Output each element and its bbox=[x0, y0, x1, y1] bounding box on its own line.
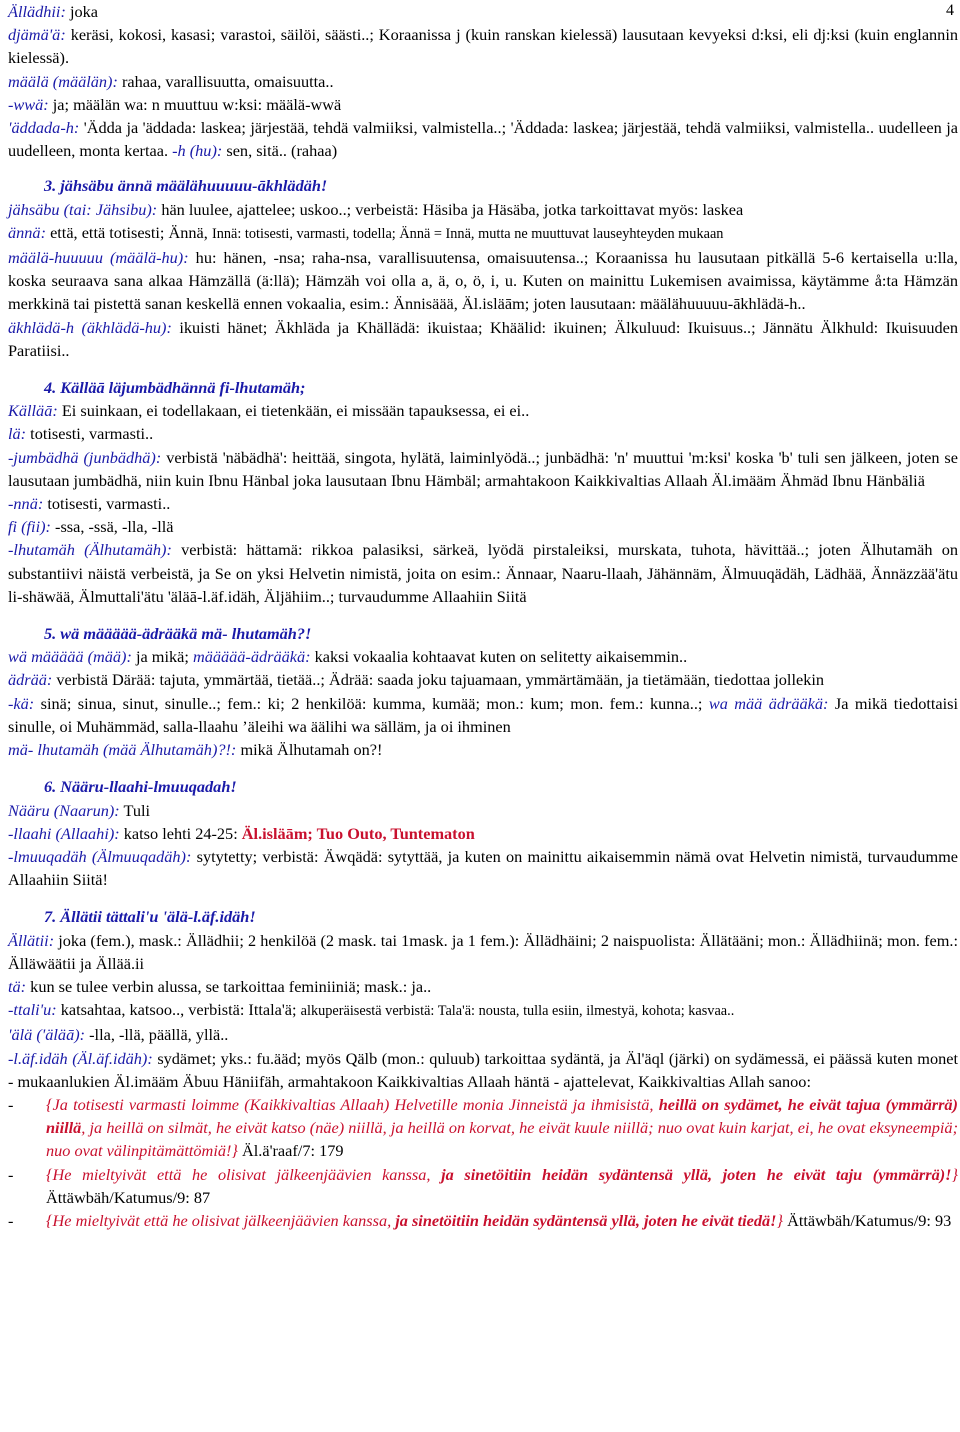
gloss-line: tä: kun se tulee verbin alussa, se tarkoittaa feminiiniä; mask.: ja.. bbox=[8, 976, 432, 996]
gloss-line: -lmuuqadäh (Älmuuqadäh): sytytetty; verbistä: Äwqädä: sytyttää, ja kuten on mainittu aikaisemmin nämä ovat Helvetin nimistä, turvaudumme Allaahiin Siitä! bbox=[8, 846, 959, 890]
quote-item: - {Ja totisesti varmasti loimme (Kaikkivaltias Allaah) Helvetille monia Jinneistä ja ihmisistä, heillä on sydämet, he eivät tajua (ymmärrä) niillä, ja heillä on silmät, he eivät katso (näe) niillä, ja heillä on korvat, he eivät kuule niillä; nuo ovat kuin karjat, ei, he ovat eksyneempiä; nuo ovat välinpitämättömiä!} Äl.ä'raaf/7: 179 bbox=[8, 1093, 958, 1163]
gloss-line: määlä-huuuuu (määlä-hu): hu: hänen, -nsa; raha-nsa, varallisuutensa, omaisuutensa..; Koraanissa hu lausutaan pitkällä 5-6 kertaisella u:lla, koska seuraava sana alkaa Hämzällä (ä:llä); Hämzäh voi olla a, ä, o, ö, i, u. Kuten on mainittu Lukemisen avaimissa, käytämme å:ta Hämzän merkkinä tai pistettä sanan keskellä ennen vokaalia, esim.: Ännisäää, Äl.isläām; joten lausutaan: määlähuuuuu-ākhlädä-h.. bbox=[8, 248, 958, 314]
gloss-line: wä määäää (mää): ja mikä; määäää-ädrääkä: kaksi vokaalia kohtaavat kuten on selitetty aikaisemmin.. bbox=[8, 647, 688, 667]
gloss-line: mä- lhutamäh (mää Älhutamäh)?!: mikä Älhutamah on?! bbox=[8, 740, 383, 760]
verse-heading: 5. wä määäää-ädrääkä mä- lhutamäh?! bbox=[44, 624, 312, 644]
gloss-line: -ttali'u: katsahtaa, katsoo.., verbistä: Ittala'ä; alkuperäisestä verbistä: Tala'ä: nousta, tulla esiin, ilmestyä, kohota; kasvaa.. bbox=[8, 1000, 735, 1020]
gloss-line: jähsäbu (tai: Jähsibu): hän luulee, ajattelee; uskoo..; verbeistä: Häsiba ja Häsäba, jotka tarkoittavat myös: laskea bbox=[8, 199, 744, 219]
page-number: 4 bbox=[946, 2, 954, 19]
verse-heading: 3. jähsäbu ännä määlähuuuuu-ākhlädäh! bbox=[44, 176, 328, 196]
document-page bbox=[8, 0, 958, 1232]
gloss-line: ännä: että, että totisesti; Ännä, Innä: totisesti, varmasti, todella; Ännä = Innä, mutta ne muuttuvat lauseyhteyden mukaan bbox=[8, 222, 724, 242]
list-dash: - bbox=[8, 1094, 14, 1114]
gloss-line: äkhlädä-h (äkhlädä-hu): ikuisti hänet; Äkhläda ja Khällädä: ikuistaa; Khäälid: ikuinen; Älkuluud: Ikuisuus..; Jännätu Älkhuld: Ikuisuuden Paratiisi.. bbox=[8, 317, 959, 360]
list-dash: - bbox=[8, 1210, 14, 1230]
gloss-line: lä: totisesti, varmasti.. bbox=[8, 424, 154, 444]
gloss-line: fi (fii): -ssa, -ssä, -lla, -llä bbox=[8, 517, 174, 537]
gloss-line: määlä (määlän): rahaa, varallisuutta, omaisuutta.. bbox=[8, 71, 334, 91]
gloss-line: -llaahi (Allaahi): katso lehti 24-25: Äl.isläām; Tuo Outo, Tuntematon bbox=[8, 823, 475, 843]
gloss-line: -l.äf.idäh (Äl.äf.idäh): sydämet; yks.: fu.ääd; myös Qälb (mon.: quluub) tarkoittaa sydäntä, ja Äl'äql (järki) on sydämessä, ei päässä kuten monet - mukaanlukien Äl.imääm Äbuu Häniifäh, armahtakoon Kaikkivaltias Allaah häntä - ajattelevat, Kaikkivaltias Allah sanoo: bbox=[8, 1048, 959, 1091]
gloss-line: Källäā: Ei suinkaan, ei todellakaan, ei tietenkään, ei missään tapauksessa, ei ei.. bbox=[8, 401, 530, 421]
gloss-line: Ällätii: joka (fem.), mask.: Ällädhii; 2 henkilöä (2 mask. tai 1mask. ja 1 fem.): Ällädhäini; 2 naispuolista: Ällätääni; mon.: Ällädhiinä; mon. fem.: Älläwäätii ja Ällää.ii bbox=[8, 930, 958, 973]
gloss-line: djämä'ä: keräsi, kokosi, kasasi; varastoi, säilöi, säästi..; Koraanissa j (kuin ranskan kielessä) lausutaan kevyeksi d:ksi, eli dj:ksi (kuin englannin kielessä). bbox=[8, 25, 958, 68]
gloss-line: Ällädhii: joka bbox=[8, 2, 98, 21]
verse-heading: 4. Källäā läjumbädhännä fi-lhutamäh; bbox=[44, 378, 306, 398]
gloss-line: 'älä ('äläā): -lla, -llä, päällä, yllä.. bbox=[8, 1025, 229, 1045]
verse-heading: 7. Ällätii tättali'u 'älä-l.äf.idäh! bbox=[44, 907, 256, 927]
gloss-line: -nnä: totisesti, varmasti.. bbox=[8, 494, 171, 514]
list-dash: - bbox=[8, 1164, 14, 1184]
gloss-line: -kä: sinä; sinua, sinut, sinulle..; fem.: ki; 2 henkilöä: kumma, kumää; mon.: kum; mon. fem.: kunna..; wa mää ädrääkä: Ja mikä tiedottaisi sinulle, oi Muhämmäd, salla-llaahu ’äleihi wa äälihi wa sälläm, ja oi ihminen bbox=[8, 693, 959, 736]
quote-item: - {He mieltyivät että he olisivat jälkeenjäävien kanssa, ja sinetöitiin heidän sydäntensä yllä, joten he eivät tiedä!} Ättäwbäh/Katumus/9: 93 bbox=[8, 1209, 958, 1232]
gloss-line: -jumbädhä (junbädhä): verbistä 'näbädhä': heittää, singota, hylätä, laiminlyödä..; junbädhä: 'n' muuttui 'm:ksi' koska 'b' tuli sen jälkeen, joten se lausutaan jumbädhä, niin kuin Ibnu Hänbal joka lausutaan Ibnu Hämbäl; armahtakoon Kaikkivaltias Allaah Äl.imääm Ähmäd Ibnu Hänbäliä bbox=[8, 447, 958, 490]
quote-item: - {He mieltyivät että he olisivat jälkeenjäävien kanssa, ja sinetöitiin heidän sydäntensä yllä, joten he eivät taju (ymmärrä)!} Ättäwbäh/Katumus/9: 87 bbox=[8, 1163, 958, 1209]
gloss-line: -lhutamäh (Älhutamäh): verbistä: hättamä: rikkoa palasiksi, särkeä, lyödä pirstaleiksi, murskata, tuhota, hävittää..; joten Älhutamäh on substantiivi näistä verbeistä, ja Se on yksi Helvetin nimistä, joita on esim.: Ännaar, Naaru-llaah, Jähännäm, Älmuuqädäh, Lädhää, Ännäzzää'ätu li-shäwää, Älmuttali'ätu 'äläā-l.äf.idäh, Äljähiim..; turvaudumme Allaahiin Siitä bbox=[8, 540, 959, 606]
gloss-line: Nääru (Naarun): Tuli bbox=[8, 800, 151, 820]
gloss-line: -wwä: ja; määlän wa: n muuttuu w:ksi: määlä-wwä bbox=[8, 94, 342, 114]
gloss-line: 'äddada-h: 'Ädda ja 'äddada: laskea; järjestää, tehdä valmiiksi, valmistella..; 'Äddada: laskea; järjestää, tehdä valmiiksi, valmistella.. uudelleen ja uudelleen, monta kertaa. -h (hu): sen, sitä.. (rahaa) bbox=[8, 118, 958, 161]
gloss-line: ädrää: verbistä Därää: tajuta, ymmärtää, tietää..; Ädrää: saada joku tajuamaan, ymmärtämään, ja tietämään, tiedottaa jollekin bbox=[8, 670, 825, 690]
verse-heading: 6. Nääru-llaahi-lmuuqadah! bbox=[44, 777, 237, 797]
